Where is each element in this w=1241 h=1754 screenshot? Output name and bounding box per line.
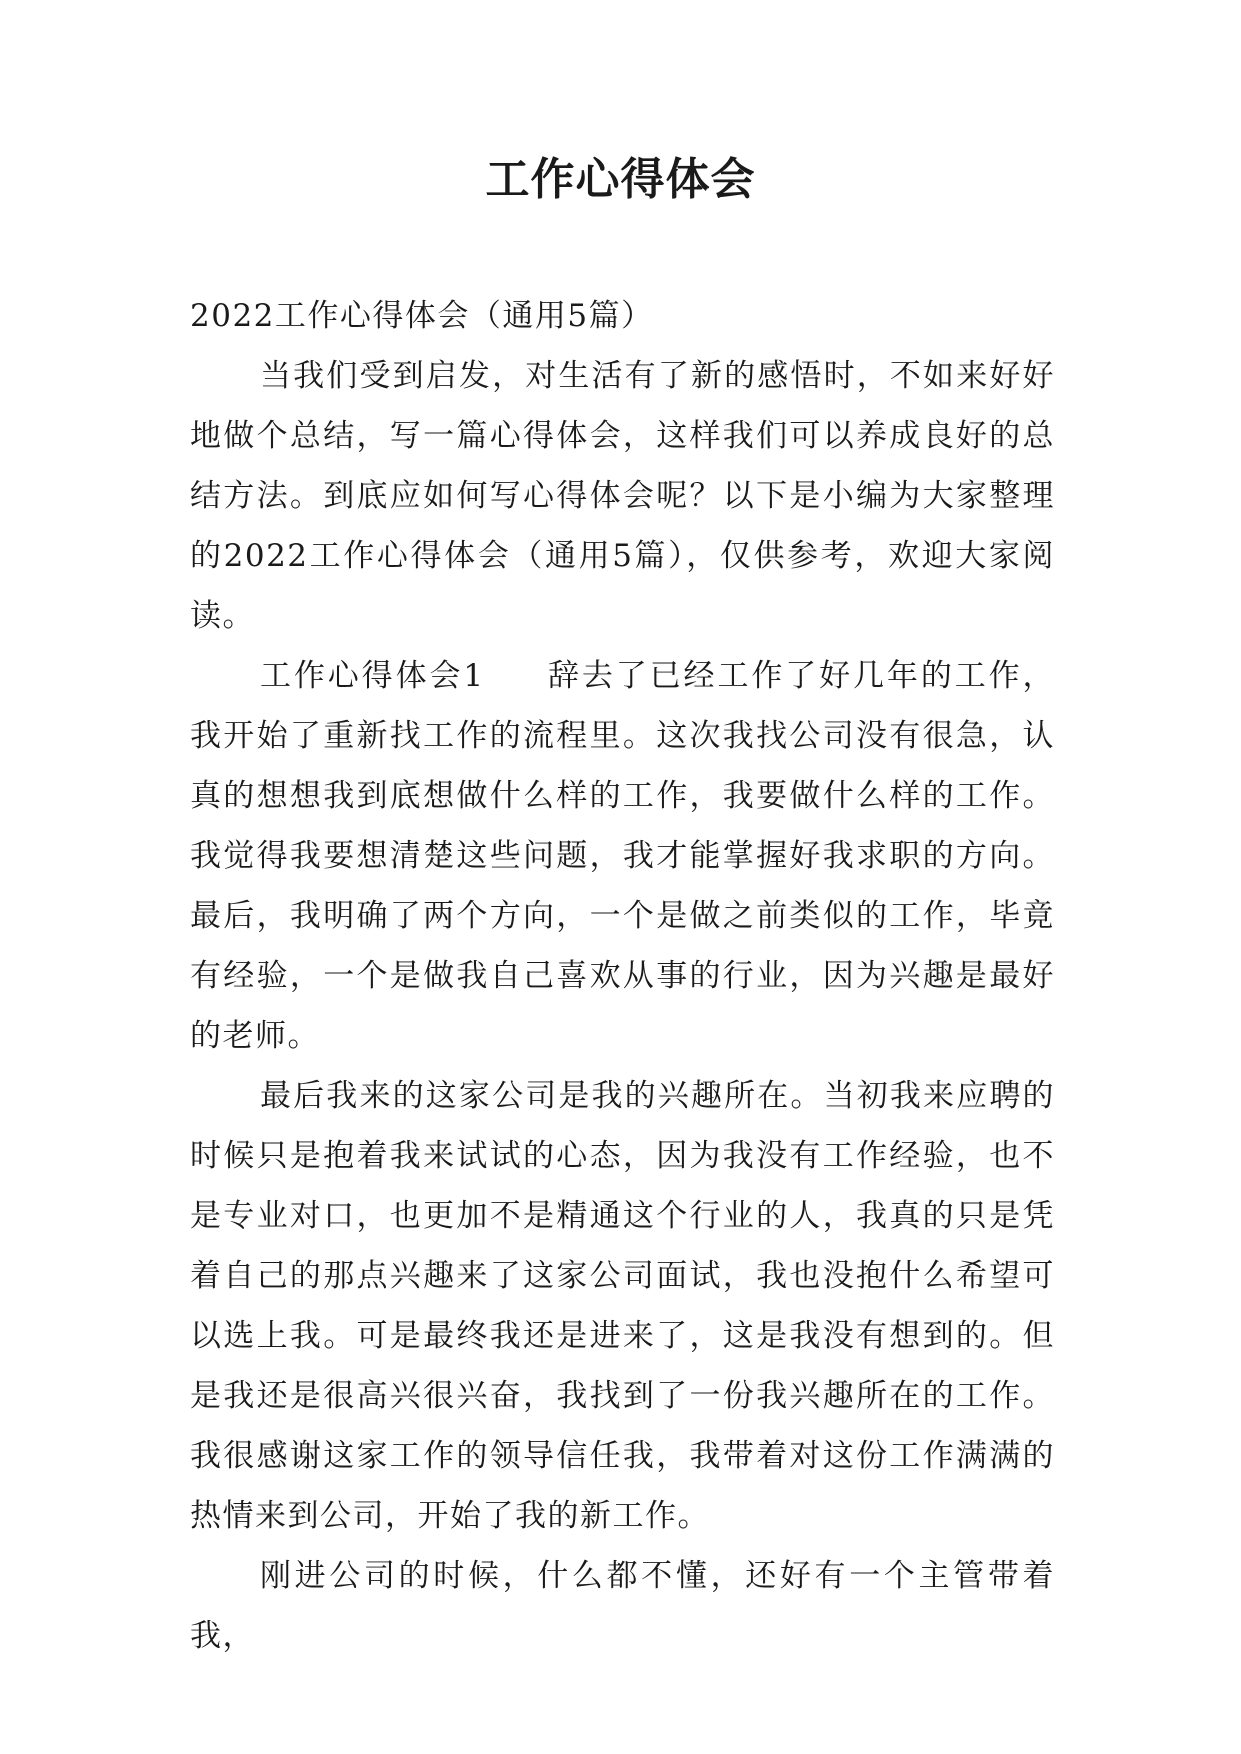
document-subtitle: 2022工作心得体会（通用5篇） (190, 298, 654, 334)
section-1-paragraph-2: 最后我来的这家公司是我的兴趣所在。当初我来应聘的时候只是抱着我来试试的心态，因为我没有工作经验，也不是专业对口，也更加不是精通这个行业的人，我真的只是凭着自己的那点兴趣来了这家公司面试，我也没抱什么希望可以选上我。可是最终我还是进来了，这是我没有想到的。但是我还是很高兴很兴奋，我找到了一份我兴趣所在的工作。我很感谢这家工作的领导信任我，我带着对这份工作满满的热情来到公司，开始了我的新工作。 (190, 1078, 1055, 1534)
section-1-paragraph-1 (190, 646, 1055, 1066)
section-1-heading: 工作心得体会1 (260, 658, 485, 694)
section-1-paragraph-3: 刚进公司的时候，什么都不懂，还好有一个主管带着我， (190, 1558, 1055, 1654)
document-body (190, 286, 1055, 1666)
section-1-paragraph-1-text: 辞去了已经工作了好几年的工作，我开始了重新找工作的流程里。这次我找公司没有很急，认真的想想我到底想做什么样的工作，我要做什么样的工作。我觉得我要想清楚这些问题，我才能掌握好我求职的方向。最后，我明确了两个方向，一个是做之前类似的工作，毕竟有经验，一个是做我自己喜欢从事的行业，因为兴趣是最好的老师。 (190, 658, 1055, 1054)
document-title: 工作心得体会 (485, 154, 756, 205)
intro-paragraph: 当我们受到启发，对生活有了新的感悟时，不如来好好地做个总结，写一篇心得体会，这样我们可以养成良好的总结方法。到底应如何写心得体会呢？以下是小编为大家整理的2022工作心得体会（通用5篇），仅供参考，欢迎大家阅读。 (190, 358, 1055, 634)
